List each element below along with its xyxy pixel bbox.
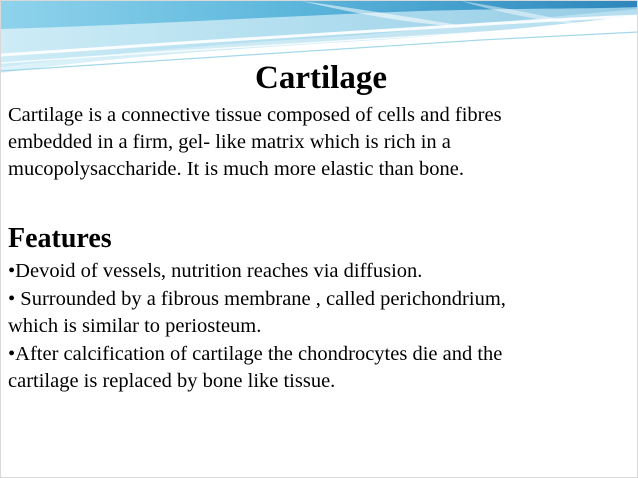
feature-line: •After calcification of cartilage the chondrocytes die and the — [8, 342, 503, 365]
features-heading: Features — [8, 223, 112, 254]
feature-line: which is similar to periosteum. — [8, 315, 262, 337]
intro-line: embedded in a firm, gel- like matrix which is rich in a — [8, 131, 451, 153]
feature-item — [8, 341, 636, 396]
feature-line: •Devoid of vessels, nutrition reaches via diffusion. — [8, 260, 423, 282]
features-list — [8, 258, 636, 396]
feature-item — [8, 258, 636, 286]
intro-paragraph — [8, 102, 634, 183]
intro-line: mucopolysaccharide. It is much more elastic than bone. — [8, 158, 464, 180]
intro-line: Cartilage is a connective tissue composed of cells and fibres — [8, 104, 502, 126]
feature-line: • Surrounded by a fibrous membrane , called perichondrium, — [8, 287, 506, 310]
feature-item — [8, 286, 636, 341]
slide-title: Cartilage — [255, 60, 387, 96]
feature-line: cartilage is replaced by bone like tissue. — [8, 370, 336, 392]
